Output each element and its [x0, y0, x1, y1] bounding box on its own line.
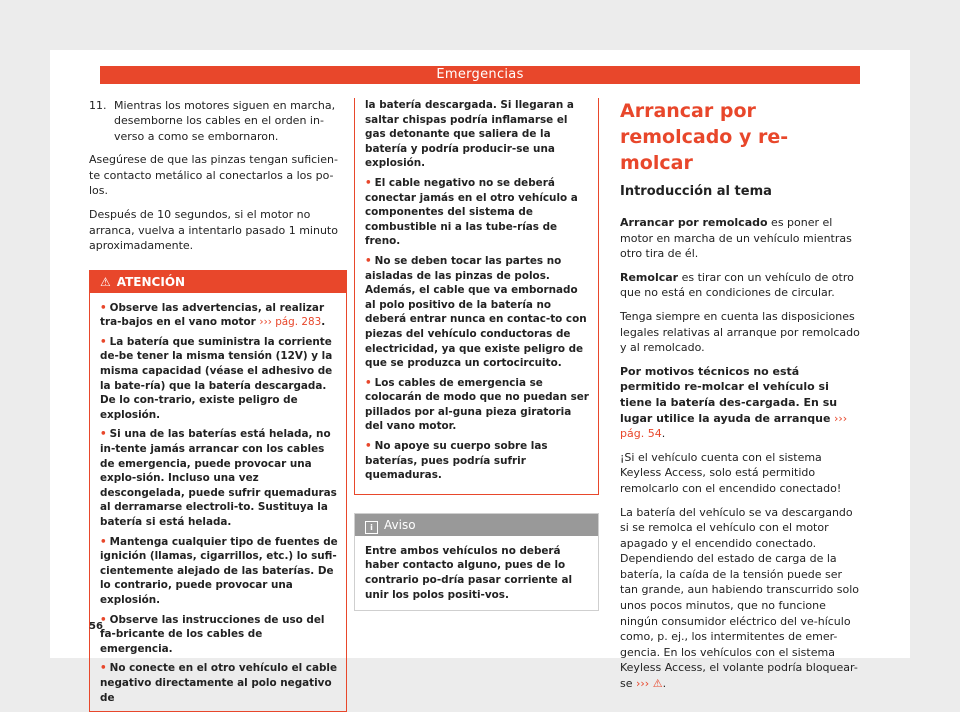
paragraph: ¡Si el vehículo cuenta con el sistema Keyless Access, solo está permitido remolcarlo con el encendido conectado! — [620, 450, 842, 495]
warning-item: • Los cables de emergencia se colocarán de modo que no puedan ser pillados por al-guna pieza giratoria del vano motor. — [365, 376, 589, 433]
warning-body — [90, 293, 346, 711]
column-left — [89, 98, 347, 712]
paragraph: Arrancar por remolcado es poner el motor en marcha de un vehículo mientras otro tira de él. — [620, 216, 852, 261]
bullet-icon: • — [365, 440, 372, 453]
bullet-icon: • — [365, 176, 372, 189]
warning-item: • La batería que suministra la corriente de-be tener la misma tensión (12V) y la misma capacidad (véase el adhesivo de la bate-ría) que la batería descargada. De lo con-trario, existe peligro de explosión. — [100, 335, 333, 421]
column-middle — [354, 98, 599, 611]
step-number: 11. — [89, 99, 107, 112]
warning-triangle-icon: ⚠ — [652, 677, 663, 691]
warning-item: • Si una de las baterías está helada, no in-tente jamás arrancar con los cables de emergencia, puede provocar una explo-sión. Incluso una vez descongelada, puede sufrir quemaduras al derramarse electroli-to. Sustituya la batería si está helada. — [100, 428, 337, 528]
subsection-title: Introducción al tema — [620, 184, 772, 199]
warning-box — [89, 270, 347, 712]
warning-item: • El cable negativo no se deberá conectar jamás en el otro vehículo a componentes del sistema de combustible ni a las tube-rías de freno. — [365, 176, 578, 248]
warning-item: • No se deben tocar las partes no aisladas de las pinzas de polos. Además, el cable que va embornado al polo positivo de la batería no deberá entrar nunca en contac-to con piezas del vehículo conductoras de electricidad, ya que existe peligro de que se produzca un cortocircuito. — [365, 254, 587, 370]
note-text: Entre ambos vehículos no deberá haber contacto alguno, pues de lo contrario po-dría pasar corriente al unir los polos positi-vos. — [365, 544, 573, 601]
warning-triangle-icon: ⚠ — [100, 274, 111, 289]
bullet-icon: • — [365, 376, 372, 389]
warning-item: • Observe las instrucciones de uso del fa-bricante de los cables de emergencia. — [100, 613, 325, 655]
paragraph: Después de 10 segundos, si el motor no arranca, vuelva a intentarlo pasado 1 minuto aproximadamente. — [89, 208, 338, 253]
warning-reference-link[interactable]: ››› — [636, 677, 650, 691]
page — [50, 50, 910, 704]
info-icon: i — [365, 521, 378, 534]
paragraph-bold: Por motivos técnicos no está permitido re-molcar el vehículo si tiene la batería des-cargada. En su lugar utilice la ayuda de arranque ››› pág. 54. — [620, 364, 848, 441]
paragraph: Asegúrese de que las pinzas tengan suficien-te contacto metálico al conectarlos a los po-los. — [89, 153, 338, 198]
step-text: Mientras los motores siguen en marcha, desemborne los cables en el orden in-verso a como se embornaron. — [114, 99, 336, 143]
warning-item: • No apoye su cuerpo sobre las baterías, pues podría sufrir quemaduras. — [365, 440, 548, 482]
note-body — [355, 536, 598, 610]
page-reference-link[interactable]: ››› pág. 54 — [620, 411, 848, 441]
warning-item: • No conecte en el otro vehículo el cable negativo directamente al polo negativo de — [100, 662, 338, 704]
warning-item: • Mantenga cualquier tipo de fuentes de ignición (llamas, cigarrillos, etc.) lo sufi-cientemente alejado de las baterías. De lo contrario, puede provocar una explosión. — [100, 535, 338, 606]
bullet-icon: • — [100, 301, 107, 314]
bullet-icon: • — [100, 535, 107, 548]
section-title: Arrancar por remolcado y re-molcar — [620, 100, 789, 174]
page-reference-link[interactable]: ››› pág. 283 — [259, 316, 322, 329]
bullet-icon: • — [100, 613, 107, 626]
warning-header — [90, 271, 346, 293]
warning-title: ATENCIÓN — [116, 274, 186, 289]
step-11 — [89, 98, 347, 144]
note-box — [354, 513, 599, 611]
column-right — [620, 98, 860, 700]
section-header: Emergencias — [100, 66, 860, 84]
warning-body — [355, 98, 598, 494]
bullet-icon: • — [100, 662, 107, 675]
warning-box-continued — [354, 98, 599, 495]
bullet-icon: • — [100, 428, 107, 441]
bullet-icon: • — [100, 335, 107, 348]
page-number: 56 — [89, 621, 103, 632]
note-title: Aviso — [384, 517, 416, 532]
paragraph: Tenga siempre en cuenta las disposiciones legales relativas al arranque por remolcado y al remolcado. — [620, 309, 860, 355]
bullet-icon: • — [365, 254, 372, 267]
note-header — [355, 514, 598, 536]
warning-continuation: la batería descargada. Si llegaran a saltar chispas podría inflamarse el gas detonante que saliera de la batería y podría producir-se una explosión. — [365, 99, 574, 170]
paragraph: Remolcar es tirar con un vehículo de otro que no está en condiciones de circular. — [620, 270, 854, 300]
warning-item: • Observe las advertencias, al realizar tra-bajos en el vano motor ››› pág. 283. — [100, 301, 326, 329]
paragraph: La batería del vehículo se va descargando si se remolca el vehículo con el motor apagado y el encendido conectado. Dependiendo del estado de carga de la batería, la caída de la tensión puede ser tan grande, aun habiendo transcurrido solo unos pocos minutos, que no funcione ningún consumidor eléctrico del ve-hículo como, p. ej., los intermitentes de emer-gencia. En los vehículos con el sistema Keyless Access, el volante podría bloquear-se ››› ⚠. — [620, 505, 860, 691]
